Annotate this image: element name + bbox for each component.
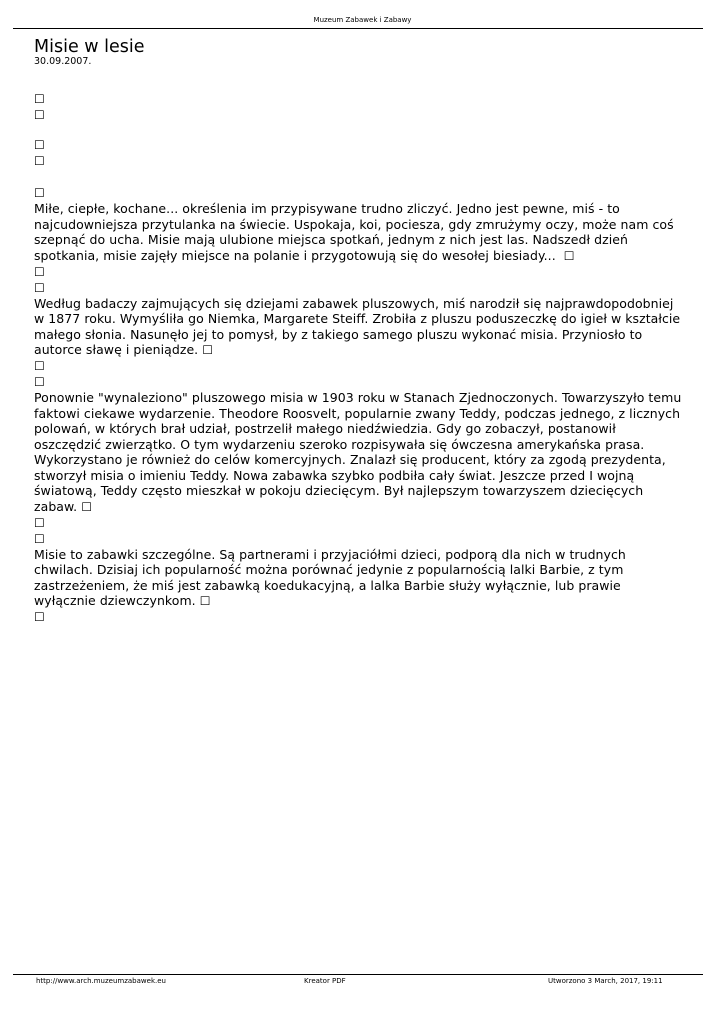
article xyxy=(34,37,684,625)
site-title: Muzeum Zabawek i Zabawy xyxy=(313,16,412,24)
footer-generator: Kreator PDF xyxy=(304,977,346,985)
header-divider xyxy=(13,28,703,29)
paragraph xyxy=(34,296,684,359)
article-title: Misie w lesie xyxy=(34,37,145,57)
image-placeholder-icon: ☐ xyxy=(34,154,45,168)
image-placeholder-icon: ☐ xyxy=(34,92,45,106)
image-placeholder-icon: ☐ xyxy=(34,138,45,152)
image-placeholder-icon: ☐ xyxy=(81,499,93,514)
image-placeholder-icon: ☐ xyxy=(202,343,214,357)
paragraph xyxy=(34,547,684,610)
image-placeholder-icon: ☐ xyxy=(34,610,45,624)
image-placeholder-icon: ☐ xyxy=(34,515,45,530)
paragraph xyxy=(34,201,684,264)
paragraph-text: Miłe, ciepłe, kochane... określenia im przypisywane trudno zliczyć. Jedno jest pewne, miś - to najcudowniejsza przytulanka na świecie. Uspokaja, koi, pociesza, gdy zmrużymy oczy, może nam coś szepnąć do ucha. Misie mają ulubione miejsca spotkań, jednym z nich jest las. Nadszedł dzień spotkania, misie zajęły miejsce na polanie i przygotowują się do wesołej biesiady... xyxy=(34,201,674,263)
footer-divider xyxy=(13,974,703,975)
image-placeholder-icon: ☐ xyxy=(34,359,45,373)
image-placeholder-icon: ☐ xyxy=(34,280,45,295)
image-placeholder-icon: ☐ xyxy=(34,375,45,389)
image-placeholder-icon: ☐ xyxy=(34,186,45,200)
article-date: 30.09.2007. xyxy=(34,56,92,67)
paragraph-text: Misie to zabawki szczególne. Są partnerami i przyjaciółmi dzieci, podporą dla nich w trudnych chwilach. Dzisiaj ich popularność można porównać jedynie z popularnością lalki Barbie, z tym zastrzeżeniem, że miś jest zabawką koedukacyjną, a lalka Barbie służy wyłącznie, lub prawie wyłącznie dziewczynkom. xyxy=(34,546,626,608)
image-placeholder-icon: ☐ xyxy=(34,531,45,546)
image-placeholder-icon: ☐ xyxy=(34,108,45,122)
footer-created: Utworzono 3 March, 2017, 19:11 xyxy=(548,977,663,985)
paragraph xyxy=(34,390,684,515)
paragraph-text: Ponownie "wynaleziono" pluszowego misia w 1903 roku w Stanach Zjednoczonych. Towarzyszyło temu faktowi ciekawe wydarzenie. Theodore Roosvelt, popularnie zwany Teddy, podczas jednego, z licznych polowań, w których brał udział, postrzelił małego niedźwiedzia. Gdy go zobaczył, postanowił oszczędzić zwierzątko. O tym wydarzeniu szeroko rozpisywała się ówczesna amerykańska prasa. Wykorzystano je również do celów komercyjnych. Znalazł się producent, który za zgodą prezydenta, stworzył misia o imieniu Teddy. Nowa zabawka szybko podbiła cały świat. Jeszcze przed I wojną światową, Teddy często mieszkał w pokoju dziecięcym. Był najlepszym towarzyszem dziecięcych zabaw. xyxy=(34,390,682,514)
image-placeholder-icon: ☐ xyxy=(199,594,211,608)
image-placeholder-icon: ☐ xyxy=(563,248,575,263)
paragraph-text: Według badaczy zajmujących się dziejami zabawek pluszowych, miś narodził się najprawdopodobniej w 1877 roku. Wymyśliła go Niemka, Margarete Steiff. Zrobiła z pluszu poduszeczkę do igieł w kształcie małego słonia. Nasunęło jej to pomysł, by z takiego samego pluszu wykonać misia. Przyniosło to autorce sławę i pieniądze. xyxy=(34,295,681,357)
footer-url: http://www.arch.muzeumzabawek.eu xyxy=(36,977,166,985)
image-placeholder-icon: ☐ xyxy=(34,264,45,279)
